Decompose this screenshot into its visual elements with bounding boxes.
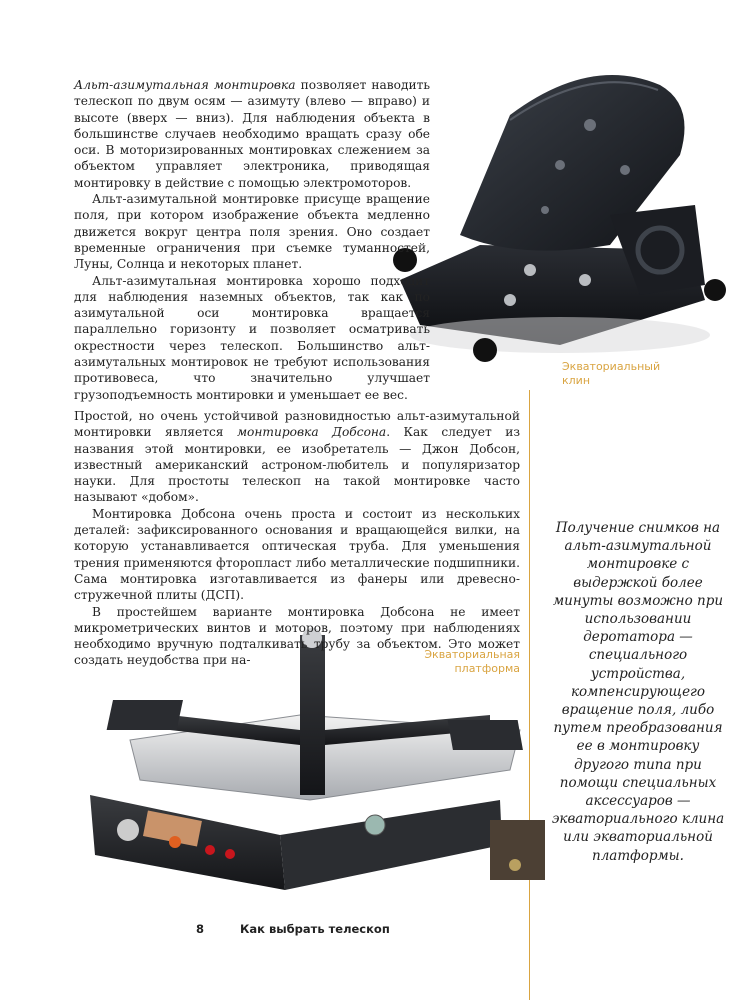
intro-text bbox=[74, 77, 430, 403]
page-number: 8 bbox=[196, 922, 205, 936]
paragraph-dobson-intro bbox=[74, 408, 520, 506]
paragraph-terrestrial: Альт-азимутальная монтировка хорошо подходит для наблюдения наземных объектов, так как по азимутальной оси монтировка вращается параллельно горизонту и позволяет осматривать окрестности через телескоп. Большинство альт-азимутальных монтировок не требуют использования противовеса, что значительно улучшает грузоподъемность монтировки и уменьшает ее вес. bbox=[74, 273, 430, 402]
paragraph-dobson-parts: Монтировка Добсона очень проста и состоит из нескольких деталей: зафиксированного основания и вращающейся вилки, на которую устанавливается оптическая труба. Для уменьшения трения применяются фторопласт либо металлические подшипники. Сама монтировка изготавливается из фанеры или древесно-стружечной плиты (ДСП). bbox=[74, 506, 520, 603]
term-dobson: монтировка Добсона bbox=[236, 425, 387, 440]
paragraph-text: позволяет наводить телескоп по двум осям — азимуту (влево — вправо) и высоте (вверх — вниз). Для наблюдения объекта в большинстве случаев необходимо вращать сразу обе оси. В моторизированных монтировках слежением за объектом управляет электроника, приводящая монтировку в действие с помощью электромоторов. bbox=[74, 78, 430, 190]
caption-equatorial-wedge: Экваториальный клин bbox=[562, 360, 661, 387]
running-title: Как выбрать телескоп bbox=[240, 922, 390, 936]
sidebar-note: Получение снимков на альт-азимутальной монтировке с выдержкой более минуты возможно при использовании деротатора — специального устройства, компенсирующего вращение поля, либо путем преобразования ее в монтировку другого типа при помощи специальных аксессуаров — экваториального клина или экваториальной платформы. bbox=[551, 520, 725, 864]
paragraph-text: . Как следует из названия этой монтировки, ее изобретатель — Джон Добсон, известный американский астроном-любитель и популяризатор науки. Для простоты телескоп на такой монтировке часто называют «добом». bbox=[74, 425, 520, 505]
paragraph-text: Простой, но очень устойчивой разновидностью альт-азимутальной монтировки является bbox=[74, 409, 520, 440]
caption-equatorial-platform: Экваториальная платформа bbox=[424, 648, 520, 675]
dobson-text bbox=[74, 408, 520, 669]
paragraph-dobson-simple: В простейшем варианте монтировка Добсона не имеет микрометрических винтов и моторов, поэтому при наблюдениях необходимо вручную подталкивать трубу за объектом. Это может создать неудобства при на- bbox=[74, 604, 520, 668]
term-altaz: Альт-азимутальная монтировка bbox=[74, 78, 296, 92]
paragraph-field-rotation: Альт-азимутальной монтировке присуще вращение поля, при котором изображение объекта медленно движется вокруг центра поля зрения. Оно создает временные ограничения при съемке туманностей, Луны, Солнца и некоторых планет. bbox=[74, 192, 430, 272]
paragraph-altaz-definition bbox=[74, 77, 430, 191]
